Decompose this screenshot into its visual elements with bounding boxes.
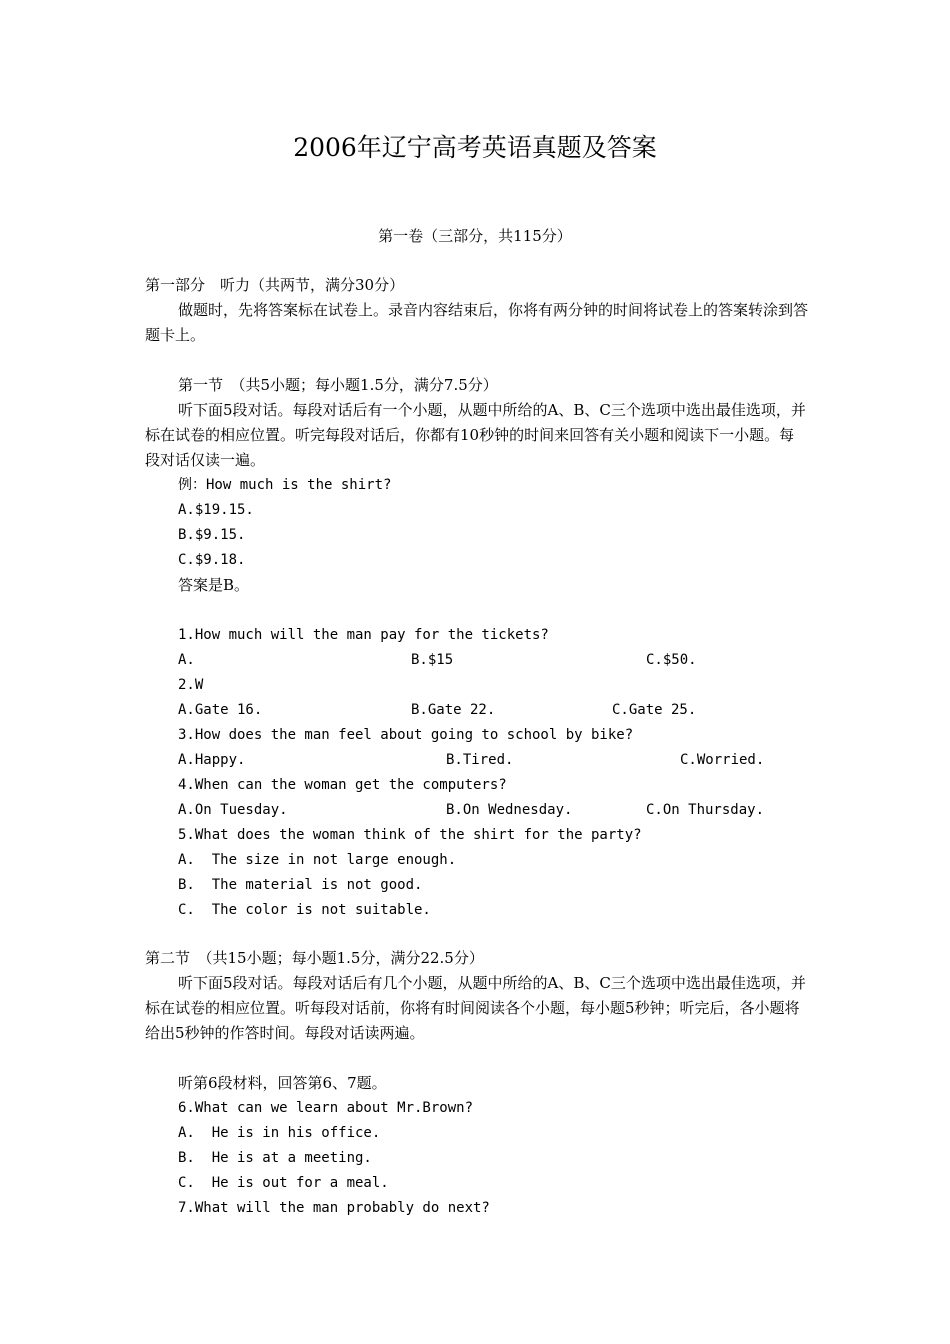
q4-option-c: C.On Thursday. <box>646 802 765 818</box>
question-4: 4.When can the woman get the computers? <box>178 777 507 793</box>
q2-option-a: A.Gate 16. <box>178 702 263 718</box>
document-title: 2006年辽宁高考英语真题及答案 <box>293 133 657 162</box>
q5-option-a: A. The size in not large enough. <box>178 852 457 868</box>
q6-option-c: C. He is out for a meal. <box>178 1175 389 1191</box>
part1-instructions: 做题时，先将答案标在试卷上。录音内容结束后，你将有两分钟的时间将试卷上的答案转涂到答题卡上。 <box>145 301 809 344</box>
example-answer: 答案是B。 <box>178 576 250 594</box>
question-1: 1.How much will the man pay for the tickets? <box>178 627 549 643</box>
example-option-a: A.$19.15. <box>178 502 254 518</box>
q3-option-c: C.Worried. <box>680 752 765 768</box>
example-option-c: C.$9.18. <box>178 552 246 568</box>
q1-option-b: B.$15 <box>411 652 454 668</box>
example-question: 例：How much is the shirt? <box>178 477 392 493</box>
q5-option-b: B. The material is not good. <box>178 877 423 893</box>
question-3: 3.How does the man feel about going to school by bike? <box>178 727 634 743</box>
q3-option-b: B.Tired. <box>446 752 514 768</box>
example-option-b: B.$9.15. <box>178 527 246 543</box>
section1-instructions: 听下面5段对话。每段对话后有一个小题，从题中所给的A、B、C三个选项中选出最佳选项，并标在试卷的相应位置。听完每段对话后，你都有10秒钟的时间来回答有关小题和阅读下一小题。每段对话仅读一遍。 <box>145 401 806 469</box>
q4-option-a: A.On Tuesday. <box>178 802 288 818</box>
section1-heading: 第一节 （共5小题；每小题1.5分，满分7.5分） <box>178 376 498 394</box>
material-intro: 听第6段材料，回答第6、7题。 <box>178 1074 387 1092</box>
q4-option-b: B.On Wednesday. <box>446 802 573 818</box>
question-7: 7.What will the man probably do next? <box>178 1200 490 1216</box>
section2-instructions: 听下面5段对话。每段对话后有几个小题，从题中所给的A、B、C三个选项中选出最佳选项，并标在试卷的相应位置。听每段对话前，你将有时间阅读各个小题，每小题5秒钟；听完后，各小题将给出5秒钟的作答时间。每段对话读两遍。 <box>145 974 806 1042</box>
question-6: 6.What can we learn about Mr.Brown? <box>178 1100 474 1116</box>
q2-option-b: B.Gate 22. <box>411 702 496 718</box>
q6-option-a: A. He is in his office. <box>178 1125 381 1141</box>
question-5: 5.What does the woman think of the shirt for the party? <box>178 827 642 843</box>
q3-option-a: A.Happy. <box>178 752 246 768</box>
q5-option-c: C. The color is not suitable. <box>178 902 431 918</box>
q2-option-c: C.Gate 25. <box>612 702 697 718</box>
q1-option-a: A. <box>178 652 195 668</box>
q6-option-b: B. He is at a meeting. <box>178 1150 372 1166</box>
part1-heading: 第一部分 听力（共两节，满分30分） <box>145 276 405 294</box>
question-2: 2.W <box>178 677 204 693</box>
volume-heading: 第一卷（三部分，共115分） <box>378 227 572 245</box>
q1-option-c: C.$50. <box>646 652 697 668</box>
section2-heading: 第二节 （共15小题；每小题1.5分，满分22.5分） <box>145 949 484 967</box>
